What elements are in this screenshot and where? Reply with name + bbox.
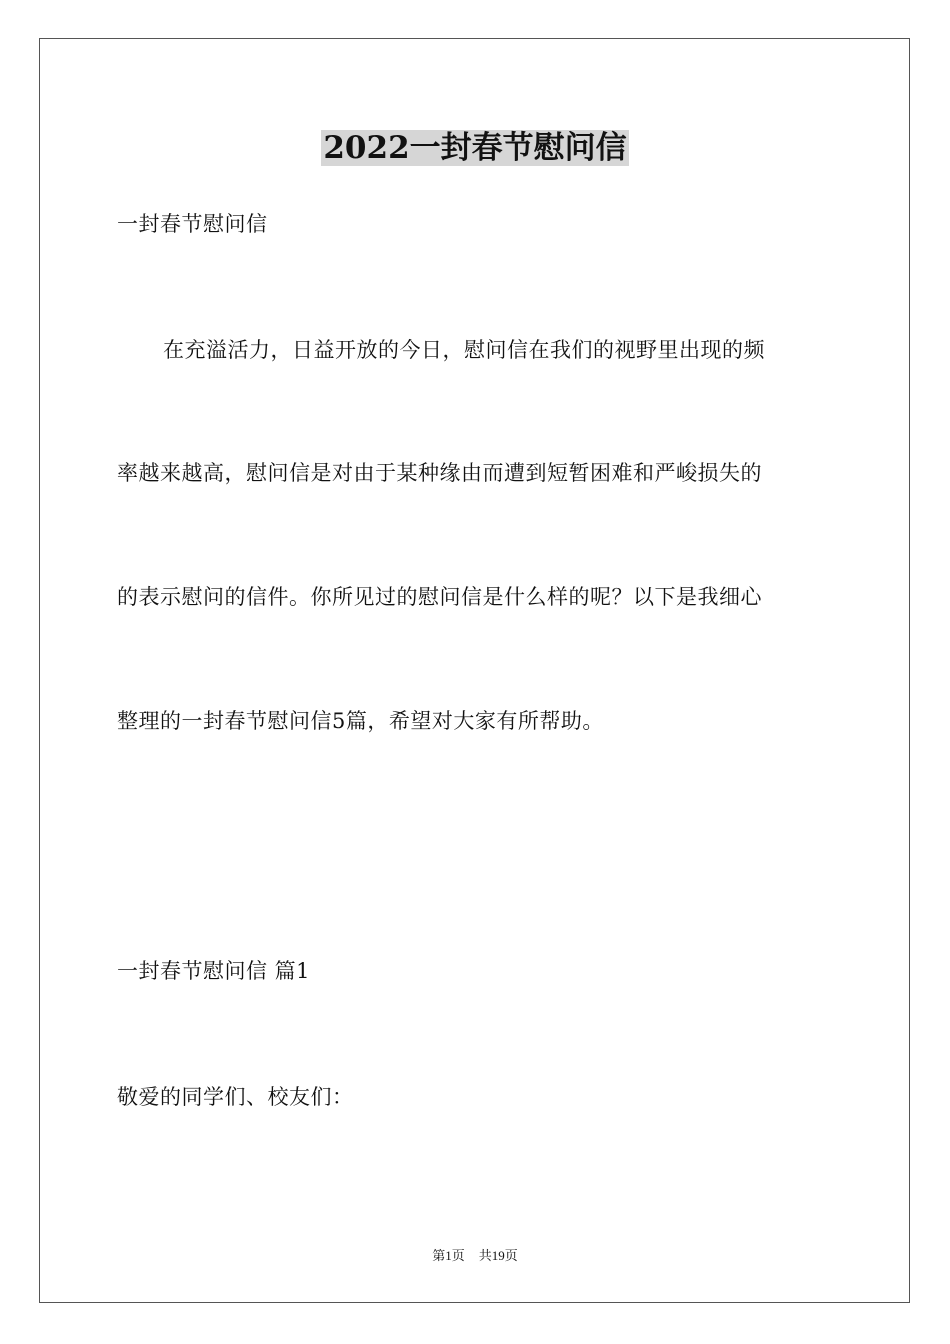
page-number: 第1页 — [432, 1248, 465, 1263]
document-title — [0, 128, 950, 168]
section-heading: 一封春节慰问信 篇1 — [117, 959, 311, 983]
page-total: 共19页 — [478, 1248, 518, 1263]
document-subtitle: 一封春节慰问信 — [117, 212, 268, 236]
salutation: 敬爱的同学们、校友们： — [117, 1085, 354, 1109]
page-footer — [0, 1247, 950, 1265]
intro-line-4: 整理的一封春节慰问信5篇，希望对大家有所帮助。 — [117, 709, 604, 733]
intro-line-1: 在充溢活力，日益开放的今日，慰问信在我们的视野里出现的频 — [163, 338, 765, 362]
intro-line-2: 率越来越高，慰问信是对由于某种缘由而遭到短暂困难和严峻损失的 — [117, 461, 762, 485]
intro-line-3: 的表示慰问的信件。你所见过的慰问信是什么样的呢？以下是我细心 — [117, 585, 762, 609]
document-title-text: 2022一封春节慰问信 — [323, 130, 627, 166]
